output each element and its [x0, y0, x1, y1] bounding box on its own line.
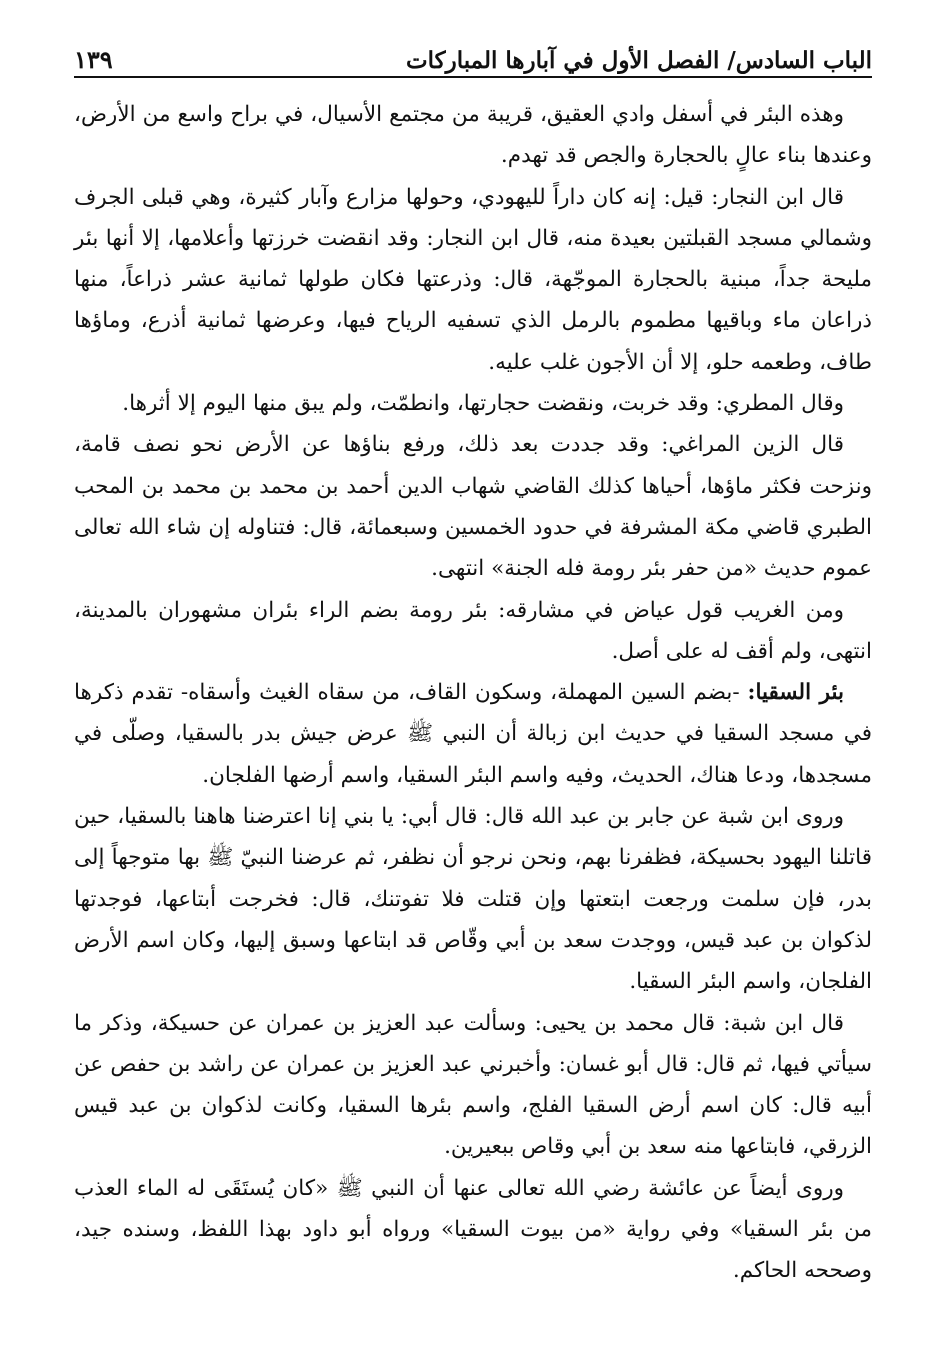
paragraph: [74, 424, 872, 589]
paragraph-text: قال الزين المراغي: وقد جددت بعد ذلك، ورفع بناؤها عن الأرض نحو نصف قامة، ونزحت فكثر ماؤها، أحياها كذلك القاضي شهاب الدين أحمد بن محمد بن محمد بن المحب الطبري قاضي مكة المشرفة في حدود الخمسين وسبعمائة، قال: فتناوله إن شاء الله تعالى عموم حديث «من حفر بئر رومة فله الجنة» انتهى.: [74, 432, 872, 582]
paragraph-text: وروى ابن شبة عن جابر بن عبد الله قال: قال أبي: يا بني إنا اعترضنا هاهنا بالسقيا، حين قاتلنا اليهود بحسيكة، فظفرنا بهم، ونحن نرجو أن نظفر، ثم عرضنا النبيّ ﷺ بها متوجهاً إلى بدر، فإن سلمت ورجعت ابتعتها وإن قتلت فلا تفوتنك، قال: فخرجت أبتاعها، فوجدتها لذكوان بن عبد قيس، ووجدت سعد بن أبي وقّاص قد ابتاعها وسبق إليها، وكان اسم الأرض الفلجان، واسم البئر السقيا.: [74, 804, 872, 995]
paragraph-text: وروى أيضاً عن عائشة رضي الله تعالى عنها أن النبي ﷺ «كان يُستَقَى له الماء العذب من بئر السقيا» وفي رواية «من بيوت السقيا» ورواه أبو داود بهذا اللفظ، وسنده جيد، وصححه الحاكم.: [74, 1175, 872, 1284]
paragraph-text: وهذه البئر في أسفل وادي العقيق، قريبة من مجتمع الأسيال، في براح واسع من الأرض، وعندها بناء عالٍ بالحجارة والجص قد تهدم.: [74, 102, 872, 169]
paragraph: [74, 94, 872, 177]
paragraph: [74, 796, 872, 1002]
paragraph: [74, 672, 872, 796]
paragraph: [74, 1168, 872, 1292]
page-number: ١٣٩: [74, 45, 113, 74]
paragraph-text: وقال المطري: وقد خربت، ونقضت حجارتها، وانطمّت، ولم يبق منها اليوم إلا أثرها.: [122, 391, 844, 417]
paragraph: [74, 177, 872, 383]
paragraph-text: قال ابن النجار: قيل: إنه كان داراً لليهودي، وحولها مزارع وآبار كثيرة، وهي قبلى الجرف وشمالي مسجد القبلتين بعيدة منه، قال ابن النجار: وقد انقضت خرزتها وأعلامها، إلا أنها بئر مليحة جداً، مبنية بالحجارة الموجّهة، قال: وذرعتها فكان طولها ثمانية عشر ذراعاً، منها ذراعان ماء وباقيها مطموم بالرمل الذي تسفيه الرياح فيها، وعرضها ثمانية أذرع، وماؤها طاف، وطعمه حلو، إلا أن الأجون غلب عليه.: [74, 184, 872, 375]
entry-heading: بئر السقيا:: [747, 680, 844, 706]
paragraph-text: -بضم السين المهملة، وسكون القاف، من سقاه الغيث وأسقاه- تقدم ذكرها في مسجد السقيا في حديث ابن زبالة أن النبي ﷺ عرض جيش بدر بالسقيا، وصلّى في مسجدها، ودعا هناك، الحديث، وفيه واسم البئر السقيا، واسم أرضها الفلجان.: [74, 680, 872, 788]
paragraph: [74, 1003, 872, 1168]
paragraph-text: قال ابن شبة: قال محمد بن يحيى: وسألت عبد العزيز بن عمران عن حسيكة، وذكر ما سيأتي فيها، ثم قال: قال أبو غسان: وأخبرني عبد العزيز بن عمران عن راشد بن حفص عن أبيه قال: كان اسم أرض السقيا الفلج، واسم بئرها السقيا، وكانت لذكوان بن عبد قيس الزرقي، فابتاعها منه سعد بن أبي وقاص ببعيرين.: [74, 1010, 872, 1160]
paragraph: [74, 383, 872, 424]
running-title: الباب السادس/ الفصل الأول في آبارها المباركات: [406, 47, 872, 74]
page-body: [74, 94, 872, 1292]
paragraph: [74, 590, 872, 673]
paragraph-text: ومن الغريب قول عياض في مشارقه: بئر رومة بضم الراء بئران مشهوران بالمدينة، انتهى، ولم أقف له على أصل.: [74, 597, 872, 664]
running-header: [74, 36, 872, 78]
